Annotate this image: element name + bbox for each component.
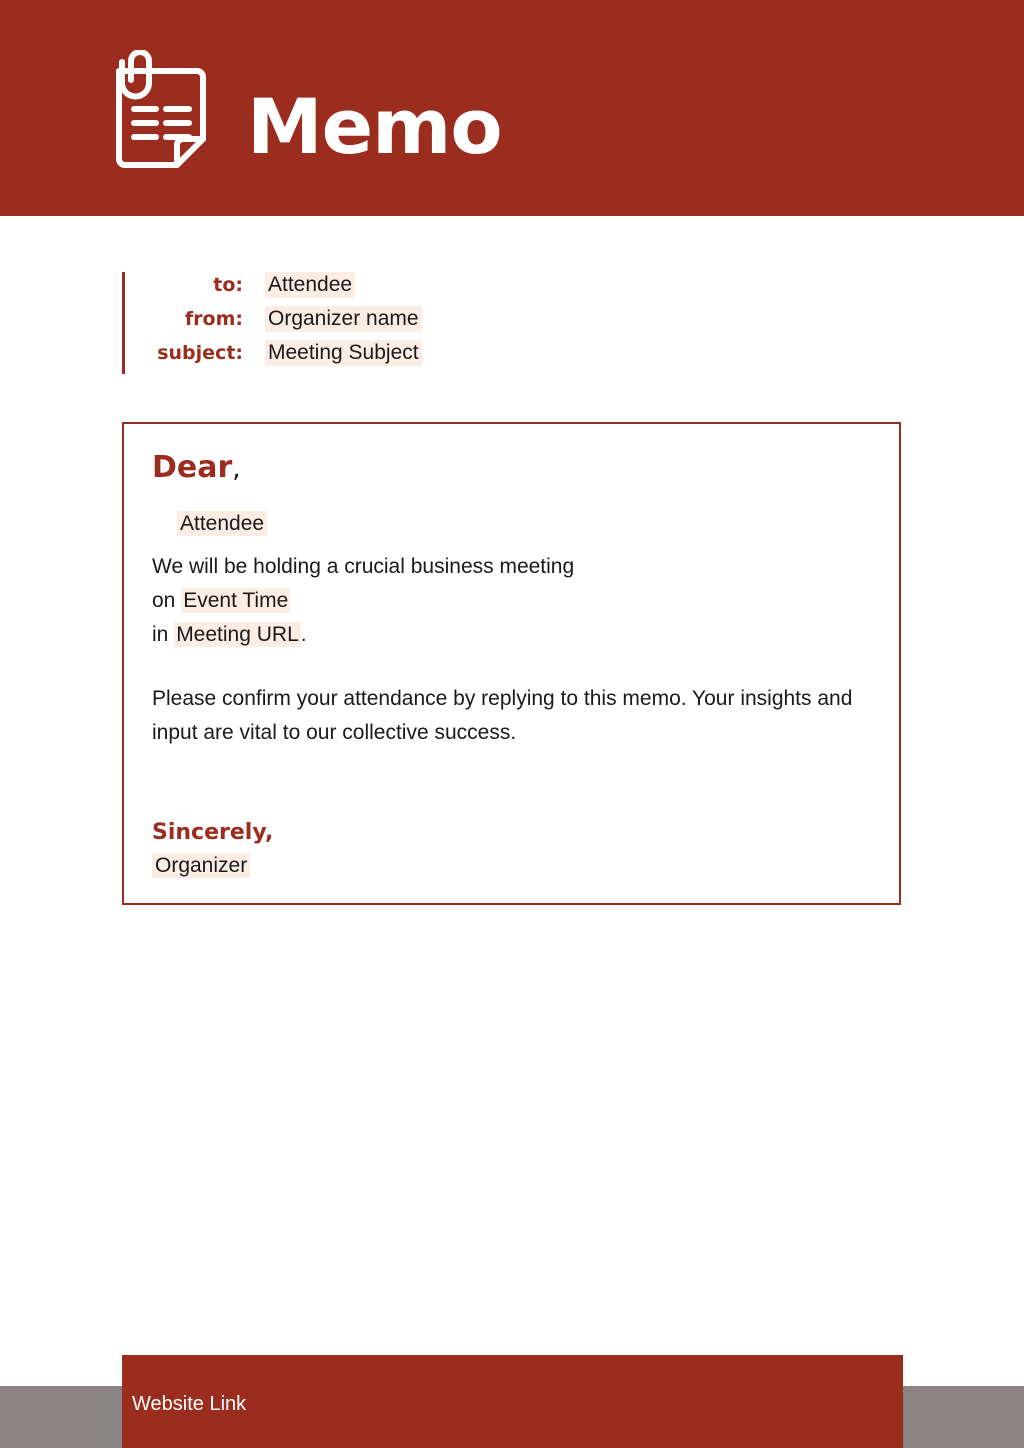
on-label: on — [152, 589, 182, 612]
header-content — [113, 50, 502, 187]
meeting-url-placeholder[interactable]: Meeting URL — [176, 623, 299, 646]
meta-label-to: to: — [213, 274, 243, 296]
page-title: Memo — [247, 81, 502, 171]
announcement-text: We will be holding a crucial business meeting — [152, 555, 575, 578]
memo-meta-block — [122, 272, 825, 374]
memo-body-content — [124, 424, 899, 878]
meta-label-subject: subject: — [157, 342, 243, 364]
paragraph-confirmation-request: Please confirm your attendance by replying to this memo. Your insights and input are vital to our collective success. — [152, 687, 853, 744]
meta-value-subject[interactable]: Meeting Subject — [265, 340, 422, 366]
salutation-word: Dear — [152, 450, 233, 485]
recipient-line — [177, 512, 871, 536]
meta-row-from — [125, 306, 825, 340]
meta-row-to — [125, 272, 825, 306]
meta-label-from: from: — [184, 308, 243, 330]
website-link[interactable]: Website Link — [132, 1393, 247, 1415]
header-band — [0, 0, 1024, 216]
paragraph-meeting-announcement — [152, 550, 871, 652]
recipient-placeholder[interactable]: Attendee — [177, 511, 267, 536]
sign-off: Sincerely, — [152, 820, 274, 845]
meta-row-subject — [125, 340, 825, 374]
salutation-comma: , — [232, 454, 241, 484]
signer-line — [152, 854, 871, 878]
memo-body-box — [122, 422, 901, 905]
in-label: in — [152, 623, 175, 646]
sentence-period: . — [300, 623, 307, 646]
meta-value-from[interactable]: Organizer name — [265, 306, 422, 332]
meta-value-to[interactable]: Attendee — [265, 272, 355, 298]
salutation — [152, 450, 871, 486]
memo-document-paperclip-icon — [113, 50, 225, 187]
event-time-placeholder[interactable]: Event Time — [183, 589, 289, 612]
signer-placeholder[interactable]: Organizer — [152, 853, 250, 878]
